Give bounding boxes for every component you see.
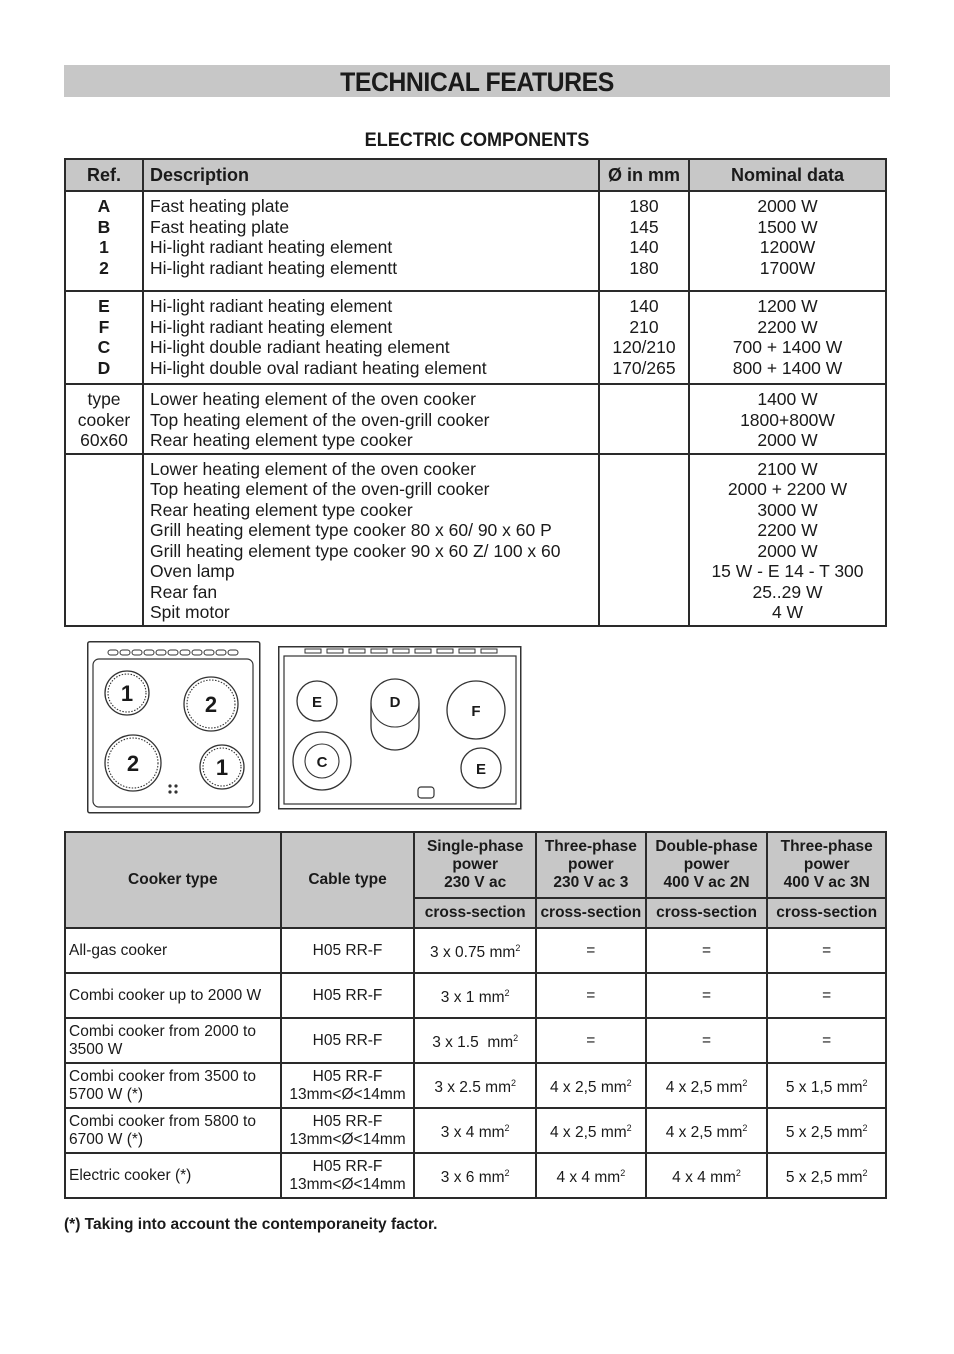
hob-diagram-5-zones xyxy=(278,646,522,810)
description-line: Grill heating element type cooker 80 x 60/ 90 x 60 P xyxy=(150,520,552,540)
nominal-cell xyxy=(689,191,886,291)
cross-section-cell xyxy=(767,1018,886,1063)
cross-section-cell xyxy=(767,1153,886,1198)
ref-cell xyxy=(65,454,143,626)
description-line: Fast heating plate xyxy=(150,196,290,216)
unit-superscript: 2 xyxy=(742,1122,748,1133)
unit-superscript: 2 xyxy=(511,1077,517,1088)
table-row xyxy=(65,1153,886,1198)
description-line: Lower heating element of the oven cooker xyxy=(150,458,476,479)
header-line: 230 V ac xyxy=(444,874,507,891)
diameter-value: 120/210 xyxy=(612,337,676,357)
cooker-type-line: Combi cooker from 2000 to xyxy=(69,1022,256,1040)
cable-table xyxy=(64,831,887,1199)
cross-section-cell xyxy=(414,1063,536,1108)
hob-outline xyxy=(88,642,260,813)
cross-section-cell xyxy=(646,928,768,973)
diameter-value: 180 xyxy=(629,196,659,216)
ref-label: 1 xyxy=(99,237,109,257)
header-three-phase-230 xyxy=(536,832,646,898)
table-row xyxy=(65,1063,886,1108)
cable-type-line: H05 RR-F xyxy=(312,986,383,1004)
header-cable-type: Cable type xyxy=(281,832,415,928)
cooker-type-line: 5700 W (*) xyxy=(69,1085,144,1103)
cross-section-cell xyxy=(646,1108,768,1153)
cross-section-value: 4 x 4 mm xyxy=(556,1169,621,1187)
cable-type-line: H05 RR-F xyxy=(312,1031,383,1049)
zone-label: E xyxy=(311,694,323,711)
cross-section-value: = xyxy=(702,941,712,959)
nominal-value: 700 + 1400 W xyxy=(732,337,843,357)
description-line: Hi-light radiant heating element xyxy=(150,316,393,337)
cross-section-cell xyxy=(646,1153,768,1198)
diameter-cell xyxy=(599,454,689,626)
nominal-value: 2100 W xyxy=(757,458,818,479)
cross-section-cell xyxy=(767,973,886,1018)
cooker-type-line: All-gas cooker xyxy=(69,941,168,959)
header-cross-section: cross-section xyxy=(536,898,646,928)
nominal-value: 1700W xyxy=(759,257,816,278)
header-nominal: Nominal data xyxy=(689,159,886,191)
cross-section-value: 4 x 2,5 mm xyxy=(665,1124,743,1142)
ref-cell xyxy=(65,384,143,454)
zone-label: C xyxy=(316,754,328,771)
control-knobs-row xyxy=(305,649,497,653)
ref-label: 60x60 xyxy=(80,430,128,450)
cooker-type-line: 6700 W (*) xyxy=(69,1130,144,1148)
zone-label: 2 xyxy=(126,751,140,776)
cross-section-cell xyxy=(767,1108,886,1153)
nominal-cell xyxy=(689,384,886,454)
description-line: Fast heating plate xyxy=(150,216,290,237)
unit-superscript: 2 xyxy=(504,1122,510,1133)
nominal-value: 2000 + 2200 W xyxy=(727,479,848,499)
ref-cell xyxy=(65,291,143,384)
nominal-value: 1800+800W xyxy=(740,409,835,430)
diameter-value: 210 xyxy=(629,316,659,337)
zone-label: 2 xyxy=(204,692,218,717)
unit-superscript: 2 xyxy=(862,1077,868,1088)
cooker-type-line: Combi cooker from 5800 to xyxy=(69,1112,256,1130)
cooking-zone-e-rear-left xyxy=(297,681,337,721)
indicator-light-icon xyxy=(418,787,434,798)
cross-section-value: 3 x 0.75 mm xyxy=(430,944,516,962)
hob-glass xyxy=(93,659,253,807)
hob-glass xyxy=(284,656,516,804)
description-line: Hi-light double oval radiant heating element xyxy=(150,357,487,378)
cross-section-value: 5 x 2,5 mm xyxy=(785,1124,863,1142)
cross-section-cell xyxy=(646,973,768,1018)
cross-section-cell xyxy=(536,1063,646,1108)
description-line: Hi-light radiant heating element xyxy=(150,237,393,257)
cross-section-value: = xyxy=(702,986,712,1004)
description-line: Rear fan xyxy=(150,581,218,602)
unit-superscript: 2 xyxy=(626,1077,632,1088)
table-row xyxy=(65,191,886,291)
cross-section-value: 4 x 2,5 mm xyxy=(665,1079,743,1097)
cooking-zone-1-rear-left xyxy=(105,671,149,715)
header-cooker-type: Cooker type xyxy=(65,832,281,928)
description-cell xyxy=(143,384,599,454)
table-row xyxy=(65,1108,886,1153)
ref-label: type xyxy=(87,389,121,409)
nominal-value: 2000 W xyxy=(757,540,818,561)
nominal-value: 2200 W xyxy=(757,520,818,540)
unit-superscript: 2 xyxy=(742,1077,748,1088)
cross-section-cell xyxy=(646,1018,768,1063)
nominal-value: 25..29 W xyxy=(752,581,823,602)
header-line: 400 V ac 2N xyxy=(663,874,750,891)
zone-label: F xyxy=(471,703,481,720)
hob-outline xyxy=(279,647,521,809)
table-row xyxy=(65,384,886,454)
cooker-type-line: Electric cooker (*) xyxy=(69,1166,192,1184)
cross-section-value: = xyxy=(702,1031,712,1049)
header-double-phase-400 xyxy=(646,832,768,898)
unit-superscript: 2 xyxy=(862,1167,868,1178)
cable-type-line: 13mm<Ø<14mm xyxy=(289,1175,406,1193)
header-diameter: Ø in mm xyxy=(599,159,689,191)
ref-label: D xyxy=(97,357,111,378)
cross-section-cell xyxy=(536,1153,646,1198)
unit-superscript: 2 xyxy=(735,1167,741,1178)
indicator-lights-icon xyxy=(168,784,177,793)
diameter-value: 140 xyxy=(629,296,659,316)
cross-section-value: 5 x 1,5 mm xyxy=(785,1079,863,1097)
description-cell xyxy=(143,291,599,384)
header-line: 230 V ac 3 xyxy=(553,874,629,891)
cross-section-value: 4 x 2,5 mm xyxy=(549,1124,627,1142)
table-row xyxy=(65,291,886,384)
description-line: Top heating element of the oven-grill cooker xyxy=(150,409,490,430)
table-row xyxy=(65,928,886,973)
nominal-value: 15 W - E 14 - T 300 xyxy=(711,561,864,581)
cross-section-cell xyxy=(414,973,536,1018)
description-line: Hi-light radiant heating element xyxy=(150,296,393,316)
nominal-value: 1500 W xyxy=(757,216,818,237)
cross-section-value: 3 x 2.5 mm xyxy=(434,1079,511,1097)
nominal-value: 1200 W xyxy=(757,296,818,316)
cross-section-cell xyxy=(414,928,536,973)
cable-type-cell xyxy=(281,973,415,1018)
page-title: TECHNICAL FEATURES xyxy=(340,67,614,97)
cross-section-value: 3 x 1 mm xyxy=(440,989,505,1007)
cooker-type-cell xyxy=(65,973,281,1018)
description-line: Hi-light double radiant heating element xyxy=(150,337,450,357)
table-row xyxy=(65,973,886,1018)
cross-section-value: = xyxy=(586,941,596,959)
cross-section-value: 3 x 4 mm xyxy=(440,1124,505,1142)
cross-section-cell xyxy=(767,1063,886,1108)
section-subtitle: ELECTRIC COMPONENTS xyxy=(364,130,590,151)
description-line: Hi-light radiant heating elementt xyxy=(150,257,398,278)
cooker-type-cell xyxy=(65,1108,281,1153)
cross-section-cell xyxy=(414,1108,536,1153)
ref-label: A xyxy=(97,196,111,216)
cross-section-cell xyxy=(536,1018,646,1063)
table-row xyxy=(65,454,886,626)
unit-superscript: 2 xyxy=(515,942,521,953)
cross-section-cell xyxy=(414,1018,536,1063)
description-line: Lower heating element of the oven cooker xyxy=(150,389,476,409)
table-row xyxy=(65,1018,886,1063)
zone-label: 1 xyxy=(120,681,134,706)
cross-section-cell xyxy=(414,1153,536,1198)
cross-section-cell xyxy=(536,1108,646,1153)
cable-type-cell xyxy=(281,1063,415,1108)
unit-superscript: 2 xyxy=(504,1167,510,1178)
header-line: power xyxy=(452,856,498,873)
diameter-value: 170/265 xyxy=(612,357,676,378)
unit-superscript: 2 xyxy=(513,1032,519,1043)
description-cell xyxy=(143,454,599,626)
header-single-phase xyxy=(414,832,536,898)
cooker-type-line: Combi cooker from 3500 to xyxy=(69,1067,256,1085)
cable-type-cell xyxy=(281,928,415,973)
ref-label: F xyxy=(98,316,110,337)
ref-label: E xyxy=(98,296,110,316)
unit-superscript: 2 xyxy=(504,987,510,998)
zone-label: D xyxy=(389,694,401,711)
cross-section-cell xyxy=(536,973,646,1018)
cooker-type-line: Combi cooker up to 2000 W xyxy=(69,986,262,1004)
header-line: Three-phase xyxy=(544,838,637,855)
description-line: Oven lamp xyxy=(150,561,235,581)
description-line: Top heating element of the oven-grill cooker xyxy=(150,479,490,499)
cross-section-value: 5 x 2,5 mm xyxy=(785,1169,863,1187)
unit-superscript: 2 xyxy=(626,1122,632,1133)
cooker-type-cell xyxy=(65,1063,281,1108)
footnote: (*) Taking into account the contemporaneity factor. xyxy=(64,1216,438,1233)
cross-section-value: 4 x 2,5 mm xyxy=(549,1079,627,1097)
cable-type-cell xyxy=(281,1108,415,1153)
description-line: Rear heating element type cooker xyxy=(150,499,413,520)
zone-label: 1 xyxy=(215,755,229,780)
cable-type-cell xyxy=(281,1153,415,1198)
cooking-zone-e-front-right xyxy=(461,748,501,788)
diameter-cell xyxy=(599,191,689,291)
unit-superscript: 2 xyxy=(620,1167,626,1178)
cooker-type-cell xyxy=(65,928,281,973)
cooking-zone-2-front-left xyxy=(105,735,161,791)
description-line: Grill heating element type cooker 90 x 60 Z/ 100 x 60 xyxy=(150,540,561,561)
header-line: Double-phase xyxy=(655,838,758,855)
header-line: power xyxy=(683,856,730,873)
ref-label: C xyxy=(97,337,111,357)
hob-diagram-4-zones xyxy=(87,641,261,814)
cross-section-cell xyxy=(646,1063,768,1108)
header-line: Single-phase xyxy=(426,838,524,855)
cross-section-value: 3 x 1.5 mm xyxy=(432,1034,514,1052)
cooking-zone-2-rear-right xyxy=(184,677,238,731)
cross-section-value: 4 x 4 mm xyxy=(672,1169,736,1187)
description-line: Spit motor xyxy=(150,602,230,622)
header-line: power xyxy=(568,856,614,873)
control-knobs-row xyxy=(108,650,238,655)
ref-cell xyxy=(65,191,143,291)
table-header-row xyxy=(65,832,886,898)
description-cell xyxy=(143,191,599,291)
nominal-value: 1400 W xyxy=(757,389,818,409)
cable-type-line: 13mm<Ø<14mm xyxy=(289,1130,406,1148)
nominal-value: 800 + 1400 W xyxy=(732,357,843,378)
cable-type-line: 13mm<Ø<14mm xyxy=(289,1085,406,1103)
cooker-type-line: 3500 W xyxy=(69,1040,123,1058)
cable-type-line: H05 RR-F xyxy=(312,1112,383,1130)
unit-superscript: 2 xyxy=(862,1122,868,1133)
cable-type-line: H05 RR-F xyxy=(312,1067,383,1085)
diameter-value: 145 xyxy=(629,216,659,237)
nominal-cell xyxy=(689,454,886,626)
header-line: 400 V ac 3N xyxy=(783,874,870,891)
cooking-zone-d-oval xyxy=(371,679,419,750)
header-description: Description xyxy=(143,159,599,191)
header-cross-section: cross-section xyxy=(767,898,886,928)
nominal-value: 4 W xyxy=(771,602,804,622)
cross-section-cell xyxy=(767,928,886,973)
diameter-cell xyxy=(599,291,689,384)
header-ref: Ref. xyxy=(65,159,143,191)
header-line: Three-phase xyxy=(780,838,873,855)
nominal-value: 2000 W xyxy=(757,430,818,450)
nominal-value: 2200 W xyxy=(757,316,818,337)
cross-section-value: 3 x 6 mm xyxy=(440,1169,505,1187)
cable-type-line: H05 RR-F xyxy=(312,941,383,959)
diameter-value: 140 xyxy=(629,237,659,257)
cable-type-cell xyxy=(281,1018,415,1063)
cooker-type-cell xyxy=(65,1018,281,1063)
cross-section-cell xyxy=(536,928,646,973)
cooking-zone-f-rear-right xyxy=(447,681,505,739)
ref-label: 2 xyxy=(99,257,109,278)
zone-label: E xyxy=(475,761,487,778)
cross-section-value: = xyxy=(822,1031,832,1049)
title-bar xyxy=(64,65,890,97)
header-three-phase-400 xyxy=(767,832,886,898)
cable-type-line: H05 RR-F xyxy=(312,1157,383,1175)
header-cross-section: cross-section xyxy=(646,898,768,928)
cross-section-value: = xyxy=(822,986,832,1004)
cooker-type-cell xyxy=(65,1153,281,1198)
table-header-row xyxy=(65,159,886,191)
cooking-zone-1-front-right xyxy=(200,745,244,789)
nominal-cell xyxy=(689,291,886,384)
ref-label: B xyxy=(97,216,111,237)
nominal-value: 3000 W xyxy=(757,499,818,520)
diameter-cell xyxy=(599,384,689,454)
ref-label: cooker xyxy=(77,409,131,430)
cross-section-value: = xyxy=(586,1031,596,1049)
nominal-value: 2000 W xyxy=(757,196,818,216)
cross-section-value: = xyxy=(822,941,832,959)
header-cross-section: cross-section xyxy=(414,898,536,928)
description-line: Rear heating element type cooker xyxy=(150,430,413,450)
cross-section-value: = xyxy=(586,986,596,1004)
nominal-value: 1200W xyxy=(759,237,816,257)
cooking-zone-c-double xyxy=(293,732,351,790)
header-line: power xyxy=(803,856,850,873)
electric-components-table xyxy=(64,158,887,627)
diameter-value: 180 xyxy=(629,257,659,278)
